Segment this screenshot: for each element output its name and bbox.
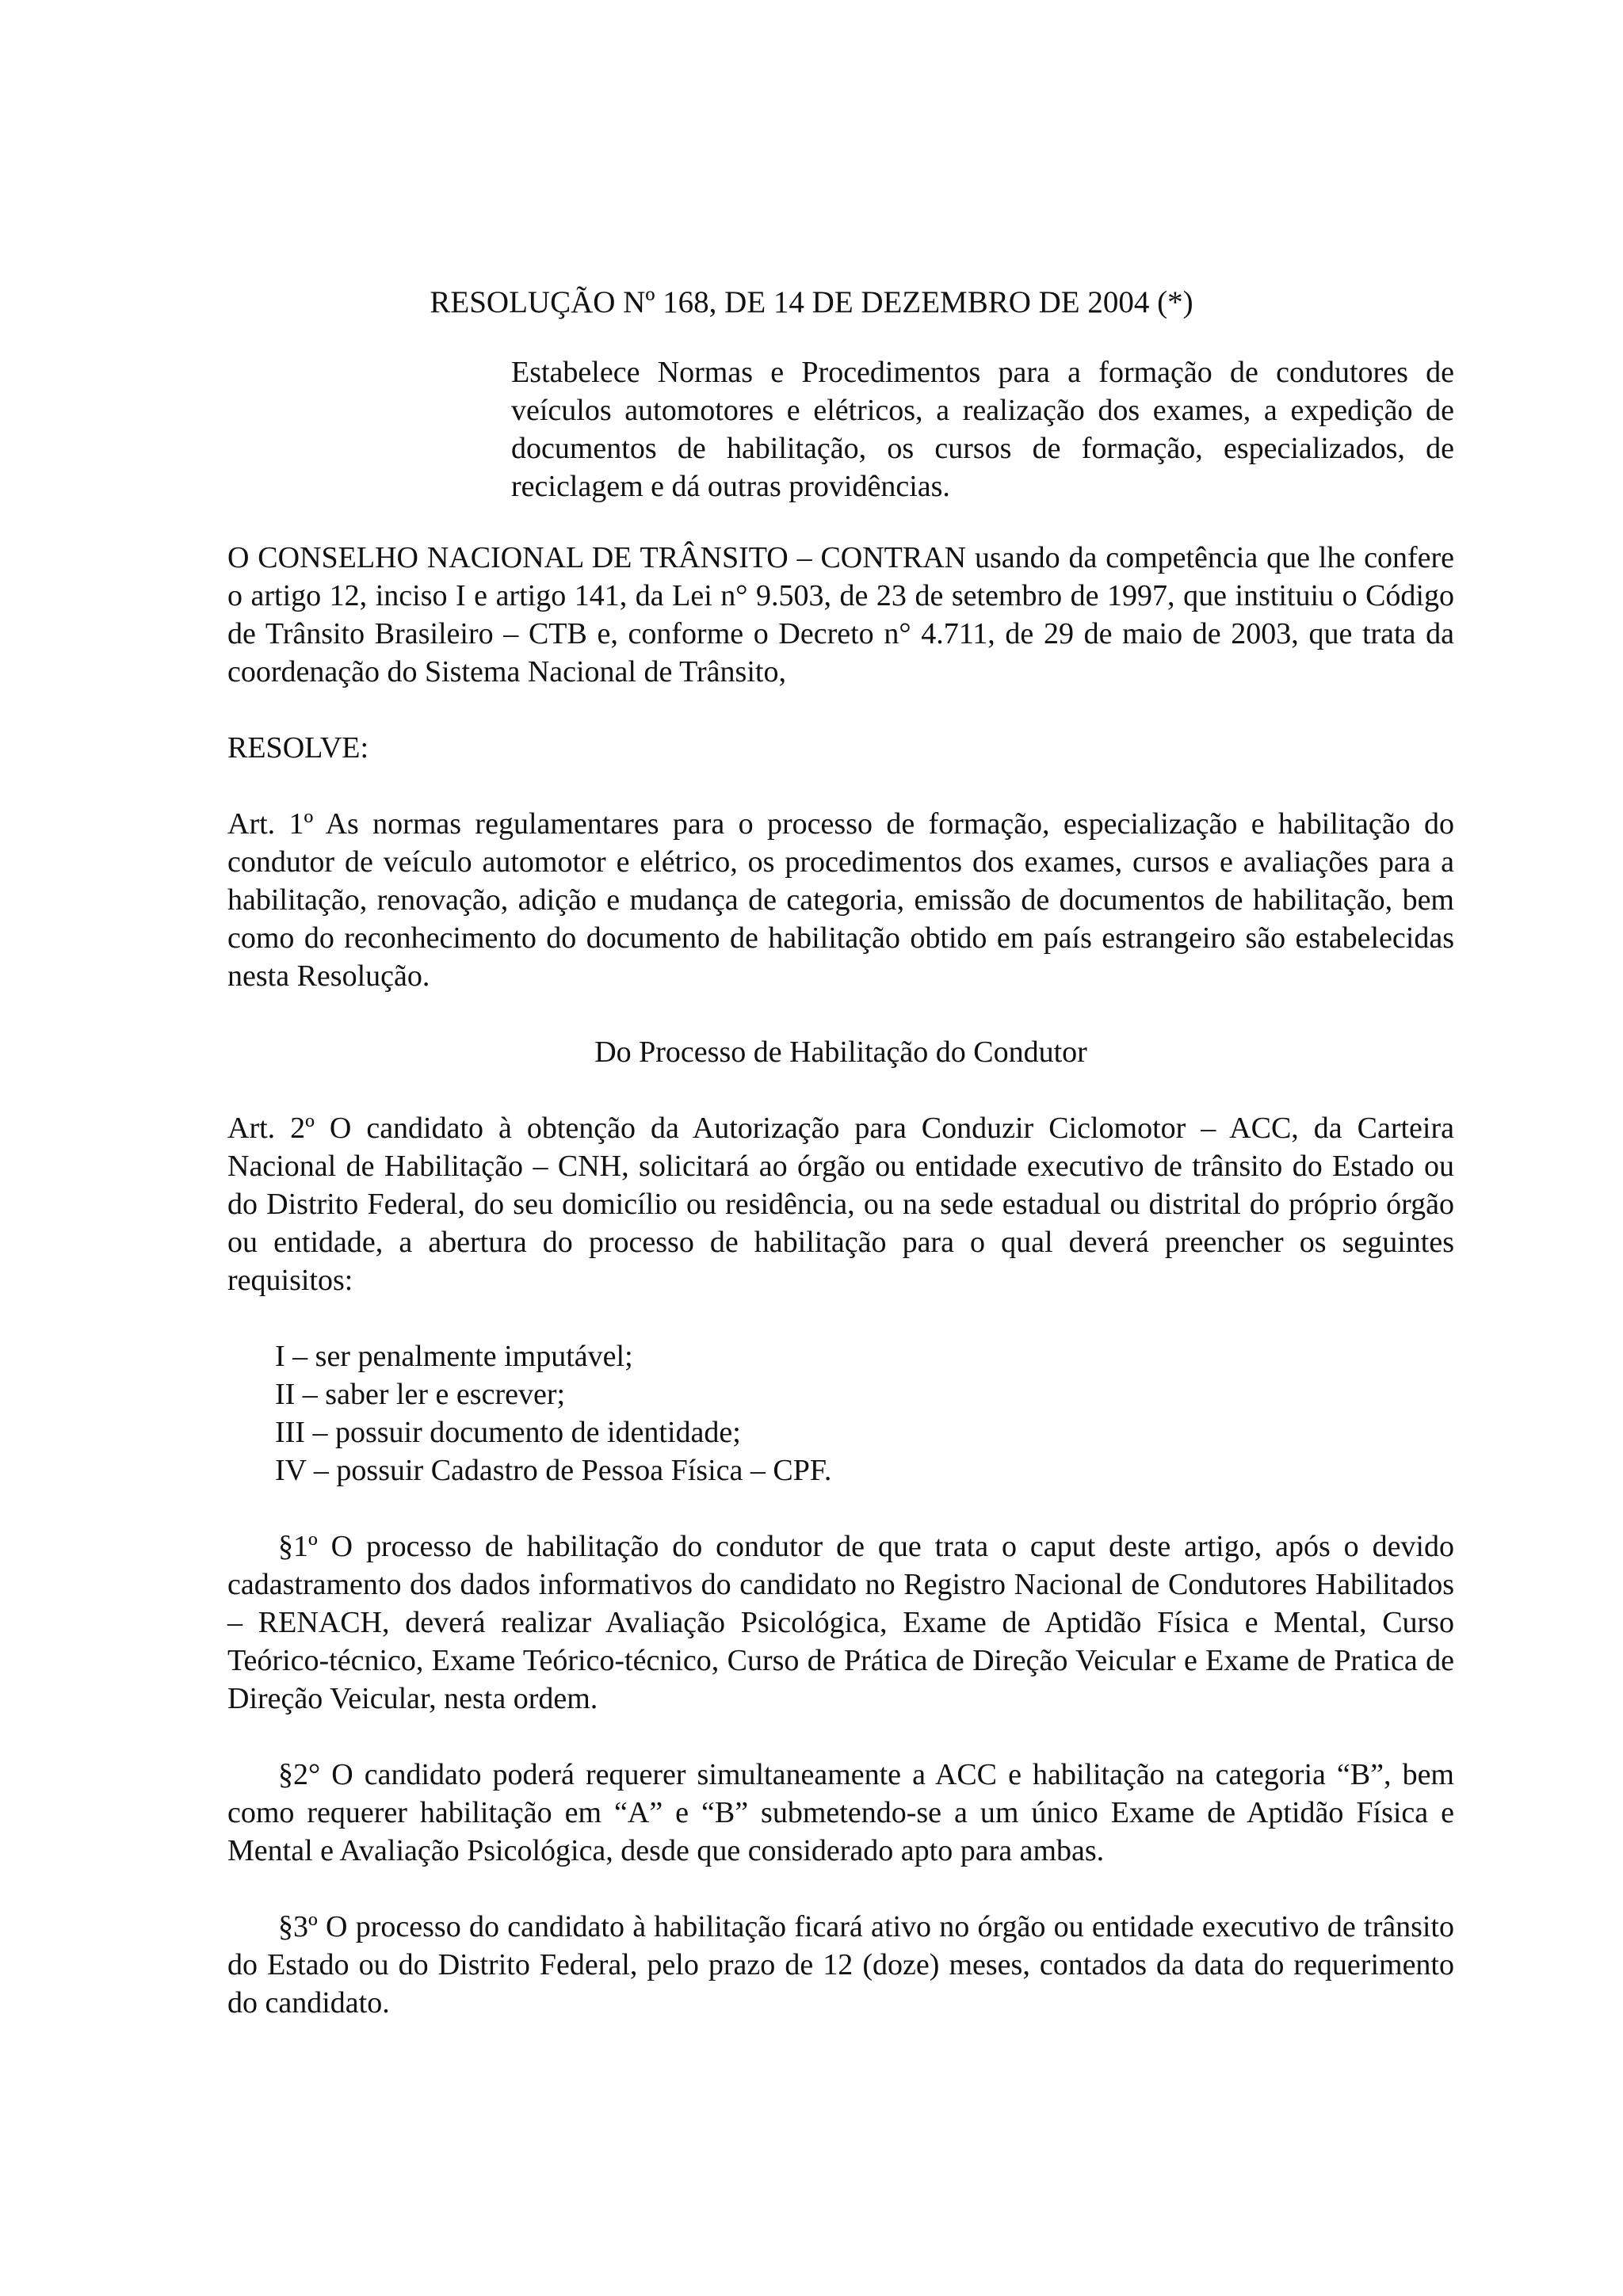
preamble: O CONSELHO NACIONAL DE TRÂNSITO – CONTRAN usando da competência que lhe confere o artigo 12, inciso I e artigo 141, da Lei n° 9.503, de 23 de setembro de 1997, que instituiu o Código de Trânsito Brasileiro – CTB e, conforme o Decreto n° 4.711, de 29 de maio de 2003, que trata da coordenação do Sistema Nacional de Trânsito,: [227, 541, 1454, 688]
ementa: Estabelece Normas e Procedimentos para a formação de condutores de veículos automotores e elétricos, a realização dos exames, a expedição de documentos de habilitação, os cursos de formação, especializados, de reciclagem e dá outras providências.: [511, 356, 1454, 503]
paragraph-1: §1º O processo de habilitação do condutor de que trata o caput deste artigo, após o devido cadastramento dos dados informativos do candidato no Registro Nacional de Condutores Habilitados – RENACH, deverá realizar Avaliação Psicológica, Exame de Aptidão Física e Mental, Curso Teórico-técnico, Exame Teórico-técnico, Curso de Prática de Direção Veicular e Exame de Pratica de Direção Veicular, nesta ordem.: [227, 1530, 1454, 1715]
article-2: Art. 2º O candidato à obtenção da Autorização para Conduzir Ciclomotor – ACC, da Carteira Nacional de Habilitação – CNH, solicitará ao órgão ou entidade executivo de trânsito do Estado ou do Distrito Federal, do seu domicílio ou residência, ou na sede estadual ou distrital do próprio órgão ou entidade, a abertura do processo de habilitação para o qual deverá preencher os seguintes requisitos:: [227, 1112, 1454, 1297]
list-item: IV – possuir Cadastro de Pessoa Física – CPF.: [275, 1454, 832, 1487]
requirements-list: [227, 1337, 1454, 1489]
paragraph-3: §3º O processo do candidato à habilitação ficará ativo no órgão ou entidade executivo de trânsito do Estado ou do Distrito Federal, pelo prazo de 12 (doze) meses, contados da data do requerimento do candidato.: [227, 1910, 1454, 2019]
document-body: [227, 539, 1454, 2060]
list-item: III – possuir documento de identidade;: [275, 1416, 741, 1449]
list-item: II – saber ler e escrever;: [275, 1378, 566, 1411]
resolve-heading: RESOLVE:: [227, 731, 369, 765]
article-1: Art. 1º As normas regulamentares para o processo de formação, especialização e habilitação do condutor de veículo automotor e elétrico, os procedimentos dos exames, cursos e avaliações para a habilitação, renovação, adição e mudança de categoria, emissão de documentos de habilitação, bem como do reconhecimento do documento de habilitação obtido em país estrangeiro são estabelecidas nesta Resolução.: [227, 807, 1454, 993]
paragraph-2: §2° O candidato poderá requerer simultaneamente a ACC e habilitação na categoria “B”, bem como requerer habilitação em “A” e “B” submetendo-se a um único Exame de Aptidão Física e Mental e Avaliação Psicológica, desde que considerado apto para ambas.: [227, 1758, 1454, 1867]
list-item: I – ser penalmente imputável;: [275, 1340, 633, 1373]
resolution-title: RESOLUÇÃO Nº 168, DE 14 DE DEZEMBRO DE 2004 (*): [430, 285, 1193, 319]
section-heading: Do Processo de Habilitação do Condutor: [594, 1035, 1087, 1069]
